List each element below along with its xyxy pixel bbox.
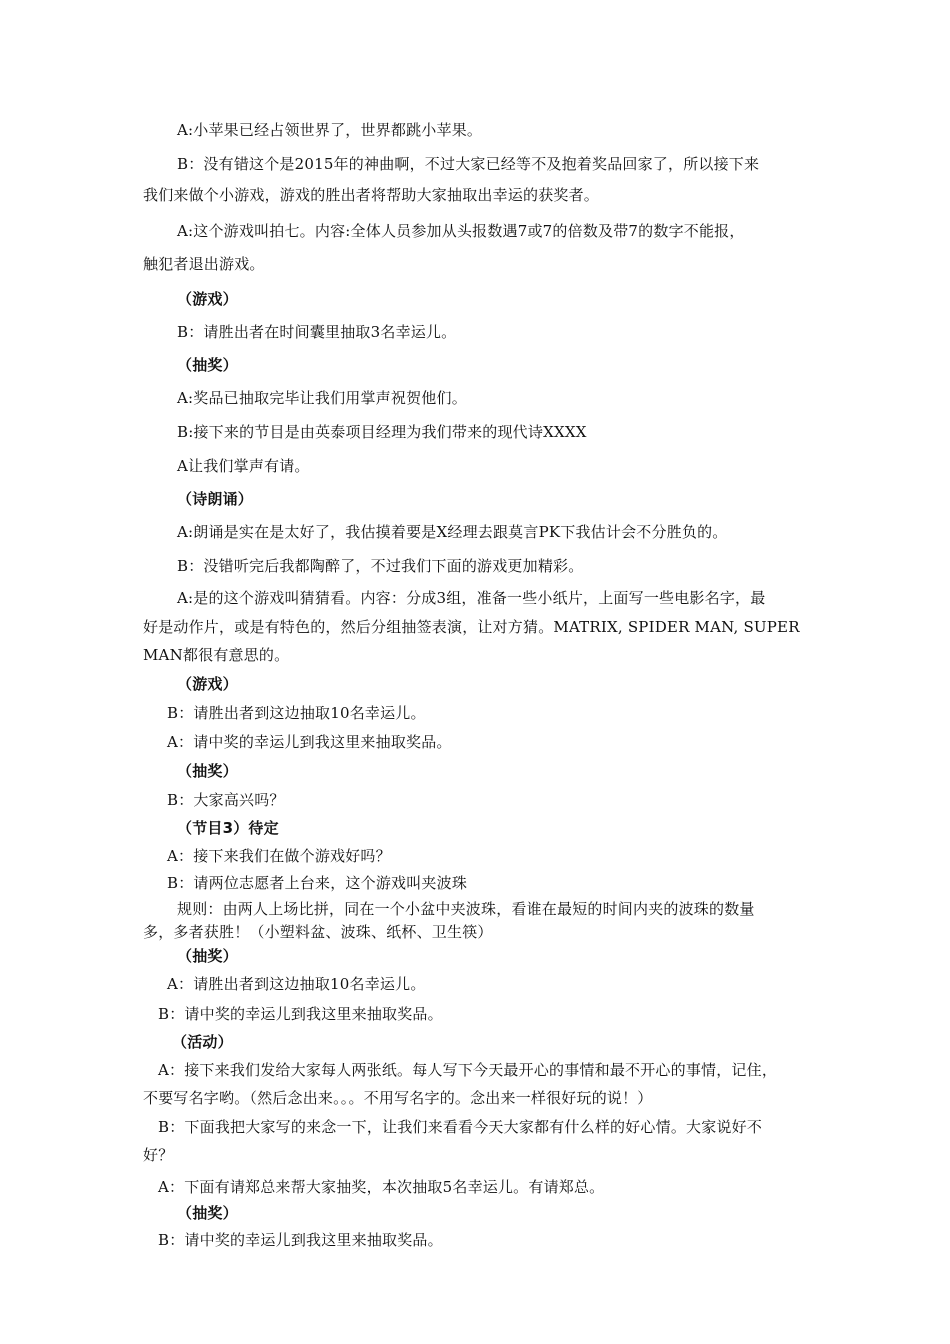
dialogue-line: 好是动作片，或是有特色的，然后分组抽签表演，让对方猜。MATRIX, SPIDER MAN, SUPER: [143, 618, 800, 636]
dialogue-line: 我们来做个小游戏，游戏的胜出者将帮助大家抽取出幸运的获奖者。: [143, 186, 600, 204]
dialogue-line: A:小苹果已经占领世界了，世界都跳小苹果。: [177, 121, 483, 139]
dialogue-line: 好？: [143, 1146, 174, 1164]
dialogue-line: A:这个游戏叫拍七。内容:全体人员参加从头报数遇7或7的倍数及带7的数字不能报，: [177, 222, 745, 240]
dialogue-line: B：大家高兴吗？: [167, 791, 285, 809]
rules-line: 规则：由两人上场比拼，同在一个小盆中夹波珠，看谁在最短的时间内夹的波珠的数量: [177, 900, 755, 918]
dialogue-line: 触犯者退出游戏。: [143, 255, 265, 273]
section-heading-draw: （抽奖）: [177, 1204, 238, 1222]
dialogue-line: B：没错听完后我都陶醉了，不过我们下面的游戏更加精彩。: [177, 557, 584, 575]
section-heading-game: （游戏）: [177, 290, 238, 308]
dialogue-line: B：请中奖的幸运儿到我这里来抽取奖品。: [158, 1231, 443, 1249]
dialogue-line: B：请中奖的幸运儿到我这里来抽取奖品。: [158, 1005, 443, 1023]
section-heading-game: （游戏）: [177, 675, 238, 693]
dialogue-line: A:奖品已抽取完毕让我们用掌声祝贺他们。: [177, 389, 467, 407]
dialogue-line: A:是的这个游戏叫猜猜看。内容：分成3组，准备一些小纸片，上面写一些电影名字，最: [177, 589, 766, 607]
section-heading-draw: （抽奖）: [177, 947, 238, 965]
dialogue-line: B:接下来的节目是由英泰项目经理为我们带来的现代诗XXXX: [177, 423, 587, 441]
dialogue-line: A让我们掌声有请。: [177, 457, 310, 475]
dialogue-line: A：接下来我们在做个游戏好吗？: [167, 847, 391, 865]
dialogue-line: B：请两位志愿者上台来，这个游戏叫夹波珠: [167, 874, 468, 892]
dialogue-line: 不要写名字哟。（然后念出来。。。不用写名字的。念出来一样很好玩的说！）: [143, 1089, 653, 1107]
section-heading-poem: （诗朗诵）: [177, 490, 254, 508]
dialogue-line: A：请胜出者到这边抽取10名幸运儿。: [167, 975, 426, 993]
section-heading-activity: （活动）: [172, 1033, 233, 1051]
section-heading-program: （节目3）待定: [177, 819, 279, 837]
dialogue-line: A：接下来我们发给大家每人两张纸。每人写下今天最开心的事情和最不开心的事情，记住，: [158, 1061, 778, 1079]
section-heading-draw: （抽奖）: [177, 356, 238, 374]
dialogue-line: A:朗诵是实在是太好了，我估摸着要是X经理去跟莫言PK下我估计会不分胜负的。: [177, 523, 728, 541]
dialogue-line: B：请胜出者到这边抽取10名幸运儿。: [167, 704, 426, 722]
dialogue-line: A：下面有请郑总来帮大家抽奖，本次抽取5名幸运儿。有请郑总。: [158, 1178, 605, 1196]
dialogue-line: B：没有错这个是2015年的神曲啊，不过大家已经等不及抱着奖品回家了，所以接下来: [177, 155, 760, 173]
dialogue-line: B：下面我把大家写的来念一下，让我们来看看今天大家都有什么样的好心情。大家说好不: [158, 1118, 763, 1136]
dialogue-line: MAN都很有意思的。: [143, 646, 290, 664]
dialogue-line: A：请中奖的幸运儿到我这里来抽取奖品。: [167, 733, 452, 751]
dialogue-line: B：请胜出者在时间囊里抽取3名幸运儿。: [177, 323, 457, 341]
rules-line: 多，多者获胜！（小塑料盆、波珠、纸杯、卫生筷）: [143, 923, 493, 941]
section-heading-draw: （抽奖）: [177, 762, 238, 780]
